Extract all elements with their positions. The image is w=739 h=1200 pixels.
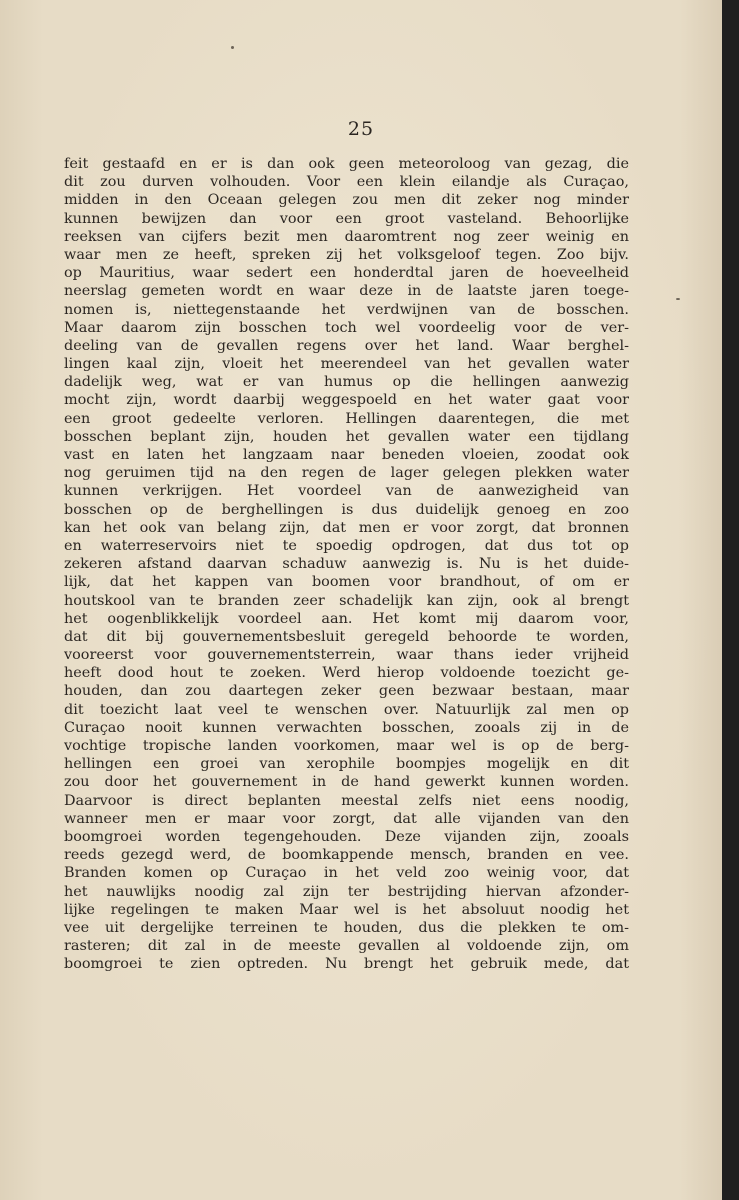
text-line: reeksen van cijfers bezit men daaromtrent nog zeer weinig en xyxy=(64,228,629,245)
text-line: neerslag gemeten wordt en waar deze in de laatste jaren toege- xyxy=(64,283,629,300)
text-line: heeft dood hout te zoeken. Werd hierop voldoende toezicht ge- xyxy=(64,665,629,682)
text-line: het nauwlijks noodig zal zijn ter bestrijding hiervan afzonder- xyxy=(64,883,629,900)
text-line: vee uit dergelijke terreinen te houden, dus die plekken te om- xyxy=(64,919,629,936)
text-line: Branden komen op Curaçao in het veld zoo weinig voor, dat xyxy=(64,865,629,882)
text-line: dadelijk weg, wat er van humus op die hellingen aanwezig xyxy=(64,374,629,391)
text-line: kunnen verkrijgen. Het voordeel van de aanwezigheid van xyxy=(64,483,629,500)
text-line: vast en laten het langzaam naar beneden vloeien, zoodat ook xyxy=(64,447,629,463)
text-line: houden, dan zou daartegen zeker geen bezwaar bestaan, maar xyxy=(64,683,629,700)
text-line: Maar daarom zijn bosschen toch wel voordeelig voor de ver- xyxy=(64,319,629,336)
text-line: bosschen beplant zijn, houden het gevallen water een tijdlang xyxy=(64,428,629,445)
text-line: nomen is, niettegenstaande het verdwijnen van de bosschen. xyxy=(64,301,629,318)
text-line: reeds gezegd werd, de boomkappende mensch, branden en vee. xyxy=(64,847,629,864)
text-line: een groot gedeelte verloren. Hellingen daarentegen, die met xyxy=(64,410,629,427)
text-line: mocht zijn, wordt daarbij weggespoeld en het water gaat voor xyxy=(64,392,629,409)
text-line: vooreerst voor gouvernementsterrein, waar thans ieder vrijheid xyxy=(64,647,629,664)
text-line: waar men ze heeft, spreken zij het volksgeloof tegen. Zoo bijv. xyxy=(64,246,629,263)
text-line: wanneer men er maar voor zorgt, dat alle vijanden van den xyxy=(64,810,629,827)
text-line: dit zou durven volhouden. Voor een klein eilandje als Curaçao, xyxy=(64,174,629,191)
text-line: boomgroei worden tegengehouden. Deze vijanden zijn, zooals xyxy=(64,828,629,845)
text-line: Curaçao nooit kunnen verwachten bosschen, zooals zij in de xyxy=(64,719,629,736)
text-line: Daarvoor is direct beplanten meestal zelfs niet eens noodig, xyxy=(64,792,629,809)
page-number: 25 xyxy=(347,118,375,140)
text-line: bosschen op de berghellingen is dus duidelijk genoeg en zoo xyxy=(64,501,629,518)
text-line: kunnen bewijzen dan voor een groot vasteland. Behoorlijke xyxy=(64,210,629,227)
text-line: op Mauritius, waar sedert een honderdtal jaren de hoeveelheid xyxy=(64,265,629,282)
text-line: houtskool van te branden zeer schadelijk kan zijn, ook al brengt xyxy=(64,592,629,609)
text-line: lijke regelingen te maken Maar wel is het absoluut noodig het xyxy=(64,901,629,918)
text-line: vochtige tropische landen voorkomen, maar wel is op de berg- xyxy=(64,738,629,754)
text-line: zou door het gouvernement in de hand gewerkt kunnen worden. xyxy=(64,774,629,791)
text-line: nog geruimen tijd na den regen de lager gelegen plekken water xyxy=(64,465,629,482)
text-line: het oogenblikkelijk voordeel aan. Het komt mij daarom voor, xyxy=(64,610,629,627)
text-line: en waterreservoirs niet te spoedig opdrogen, dat dus tot op xyxy=(64,537,629,554)
text-line: hellingen een groei van xerophile boompjes mogelijk en dit xyxy=(64,756,629,773)
text-line: midden in den Oceaan gelegen zou men dit zeker nog minder xyxy=(64,192,629,209)
text-line: boomgroei te zien optreden. Nu brengt het gebruik mede, dat xyxy=(64,956,629,973)
text-line: zekeren afstand daarvan schaduw aanwezig is. Nu is het duide- xyxy=(64,556,629,573)
text-line: dit toezicht laat veel te wenschen over. Natuurlijk zal men op xyxy=(64,701,629,718)
text-line: dat dit bij gouvernementsbesluit geregeld behoorde te worden, xyxy=(64,628,629,645)
body-text xyxy=(64,155,629,973)
text-line: kan het ook van belang zijn, dat men er voor zorgt, dat bronnen xyxy=(64,519,629,536)
text-line: lijk, dat het kappen van boomen voor brandhout, of om er xyxy=(64,574,629,591)
text-line: rasteren; dit zal in de meeste gevallen al voldoende zijn, om xyxy=(64,938,629,955)
text-line: lingen kaal zijn, vloeit het meerendeel van het gevallen water xyxy=(64,356,629,373)
text-line: deeling van de gevallen regens over het land. Waar berghel- xyxy=(64,337,629,354)
scan-edge xyxy=(722,0,739,1200)
text-line: feit gestaafd en er is dan ook geen meteoroloog van gezag, die xyxy=(64,156,629,172)
